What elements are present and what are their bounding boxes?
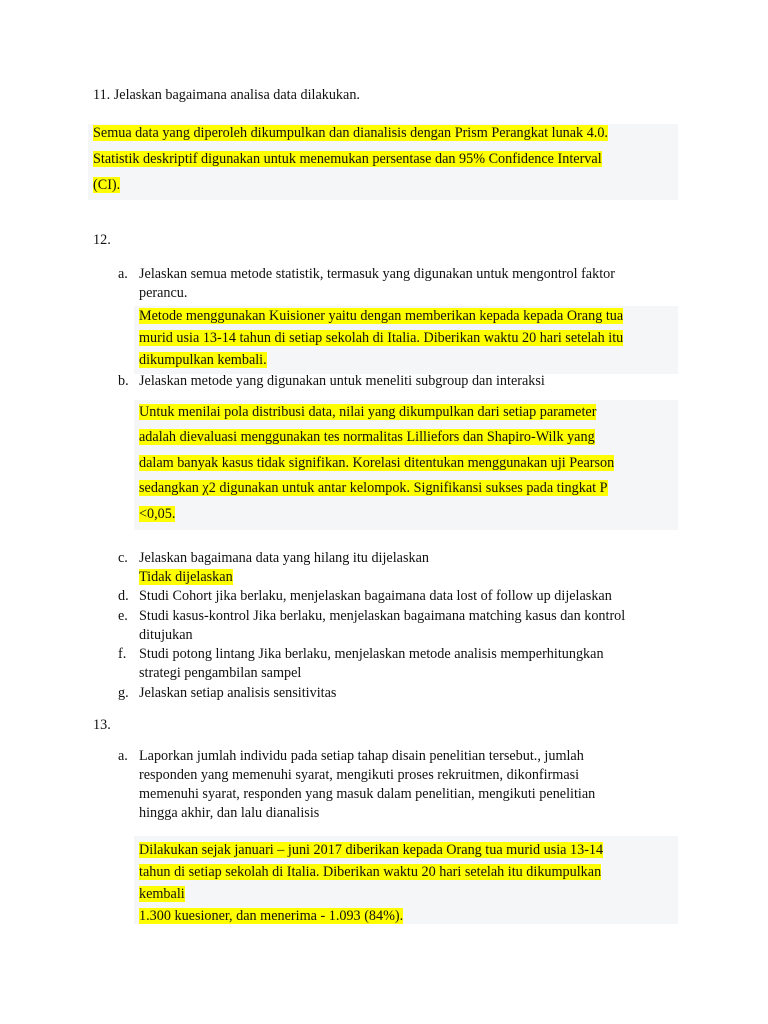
item-text: strategi pengambilan sampel	[139, 665, 302, 681]
question-12d	[118, 587, 678, 606]
item-text: Jelaskan semua metode statistik, termasuk yang digunakan untuk mengontrol faktor	[139, 266, 615, 282]
question-12b	[118, 372, 678, 391]
item-text: hingga akhir, dan lalu dianalisis	[139, 805, 320, 821]
question-13a	[118, 747, 678, 823]
item-text: memenuhi syarat, responden yang masuk dalam penelitian, mengikuti penelitian	[139, 786, 596, 802]
question-12g	[118, 684, 678, 703]
item-marker: f.	[118, 646, 127, 662]
item-text: Jelaskan setiap analisis sensitivitas	[139, 685, 337, 701]
item-text: responden yang memenuhi syarat, mengikuti proses rekruitmen, dikonfirmasi	[139, 767, 580, 783]
question-12f	[118, 645, 678, 683]
answer-line: dikumpulkan kembali.	[139, 352, 267, 368]
item-marker: a.	[118, 266, 128, 282]
question-13-heading: 13.	[93, 717, 111, 733]
answer-line: Tidak dijelaskan	[139, 569, 233, 585]
answer-line: tahun di setiap sekolah di Italia. Diberikan waktu 20 hari setelah itu dikumpulkan	[139, 864, 602, 880]
question-12b-answer	[139, 400, 674, 527]
answer-line: murid usia 13-14 tahun di setiap sekolah di Italia. Diberikan waktu 20 hari setelah itu	[139, 330, 624, 346]
question-12c	[118, 549, 678, 587]
answer-line: adalah dievaluasi menggunakan tes normalitas Lilliefors dan Shapiro-Wilk yang	[139, 429, 595, 446]
item-marker: b.	[118, 373, 129, 389]
question-13a-answer	[139, 839, 674, 927]
item-marker: a.	[118, 748, 128, 764]
item-marker: g.	[118, 685, 129, 701]
question-12a	[118, 265, 678, 371]
answer-line: Semua data yang diperoleh dikumpulkan dan dianalisis dengan Prism Perangkat lunak 4.0.	[93, 125, 608, 141]
question-12e	[118, 607, 678, 645]
answer-line: Untuk menilai pola distribusi data, nilai yang dikumpulkan dari setiap parameter	[139, 404, 597, 420]
answer-line: kembali	[139, 886, 185, 902]
item-marker: e.	[118, 608, 128, 624]
answer-line: Dilakukan sejak januari – juni 2017 diberikan kepada Orang tua murid usia 13-14	[139, 842, 604, 858]
item-text: Studi kasus-kontrol Jika berlaku, menjelaskan bagaimana matching kasus dan kontrol	[139, 608, 626, 624]
question-12-heading: 12.	[93, 232, 111, 248]
item-marker: d.	[118, 588, 129, 604]
item-text: perancu.	[139, 285, 188, 301]
question-11-answer	[93, 120, 673, 198]
item-text: Laporkan jumlah individu pada setiap tahap disain penelitian tersebut., jumlah	[139, 748, 584, 764]
answer-line: (CI).	[93, 177, 121, 193]
answer-line: <0,05.	[139, 505, 176, 522]
answer-line: 1.300 kuesioner, dan menerima - 1.093 (84%).	[139, 908, 404, 924]
item-text: ditujukan	[139, 627, 193, 643]
item-marker: c.	[118, 550, 128, 566]
item-text: Studi potong lintang Jika berlaku, menjelaskan metode analisis memperhitungkan	[139, 646, 604, 662]
item-text: Studi Cohort jika berlaku, menjelaskan bagaimana data lost of follow up dijelaskan	[139, 588, 612, 604]
answer-line: Statistik deskriptif digunakan untuk menemukan persentase dan 95% Confidence Interval	[93, 151, 602, 167]
item-text: Jelaskan metode yang digunakan untuk meneliti subgroup dan interaksi	[139, 373, 545, 389]
item-text: Jelaskan bagaimana data yang hilang itu dijelaskan	[139, 550, 429, 566]
answer-line: Metode menggunakan Kuisioner yaitu dengan memberikan kepada kepada Orang tua	[139, 308, 624, 324]
answer-line: dalam banyak kasus tidak signifikan. Korelasi ditentukan menggunakan uji Pearson	[139, 454, 615, 471]
question-11-heading: 11. Jelaskan bagaimana analisa data dilakukan.	[93, 87, 360, 103]
answer-line: sedangkan χ2 digunakan untuk antar kelompok. Signifikansi sukses pada tingkat P	[139, 480, 608, 497]
